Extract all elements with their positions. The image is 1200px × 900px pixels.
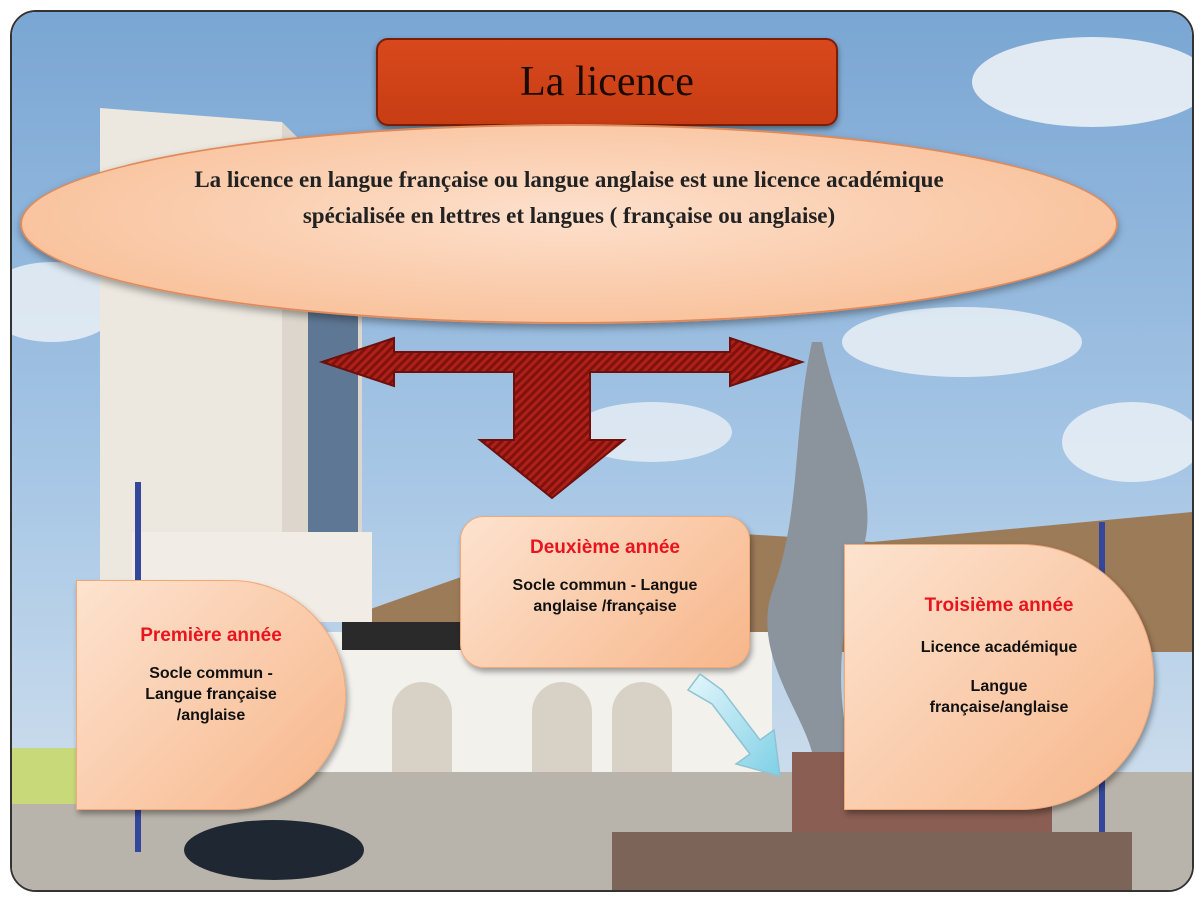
down-right-arrow-icon: [682, 668, 792, 778]
card-deuxieme-annee: [460, 516, 750, 668]
card-troisieme-annee: [844, 544, 1154, 810]
intro-ellipse: [20, 124, 1118, 324]
slide-frame: [10, 10, 1194, 892]
card-text: /anglaise: [176, 707, 246, 724]
card-text: Licence académique: [920, 639, 1078, 656]
card-text: Socle commun -: [149, 665, 273, 682]
card-text: Socle commun - Langue: [512, 577, 698, 594]
card-text: française/anglaise: [929, 699, 1069, 716]
card-text: Langue française: [145, 686, 277, 703]
card-text: anglaise /française: [533, 598, 677, 615]
card-heading: Première année: [140, 625, 282, 646]
card-text: Langue: [970, 678, 1028, 695]
slide-title: La licence: [376, 38, 838, 126]
card-heading: Troisième année: [924, 595, 1074, 616]
card-premiere-annee: [76, 580, 346, 810]
t-arrow-icon: [312, 332, 812, 502]
intro-text: La licence en langue française ou langue anglaise est une licence académique spécialisée en lettres et langues ( française ou anglaise): [194, 167, 944, 228]
card-heading: Deuxième année: [530, 537, 680, 558]
